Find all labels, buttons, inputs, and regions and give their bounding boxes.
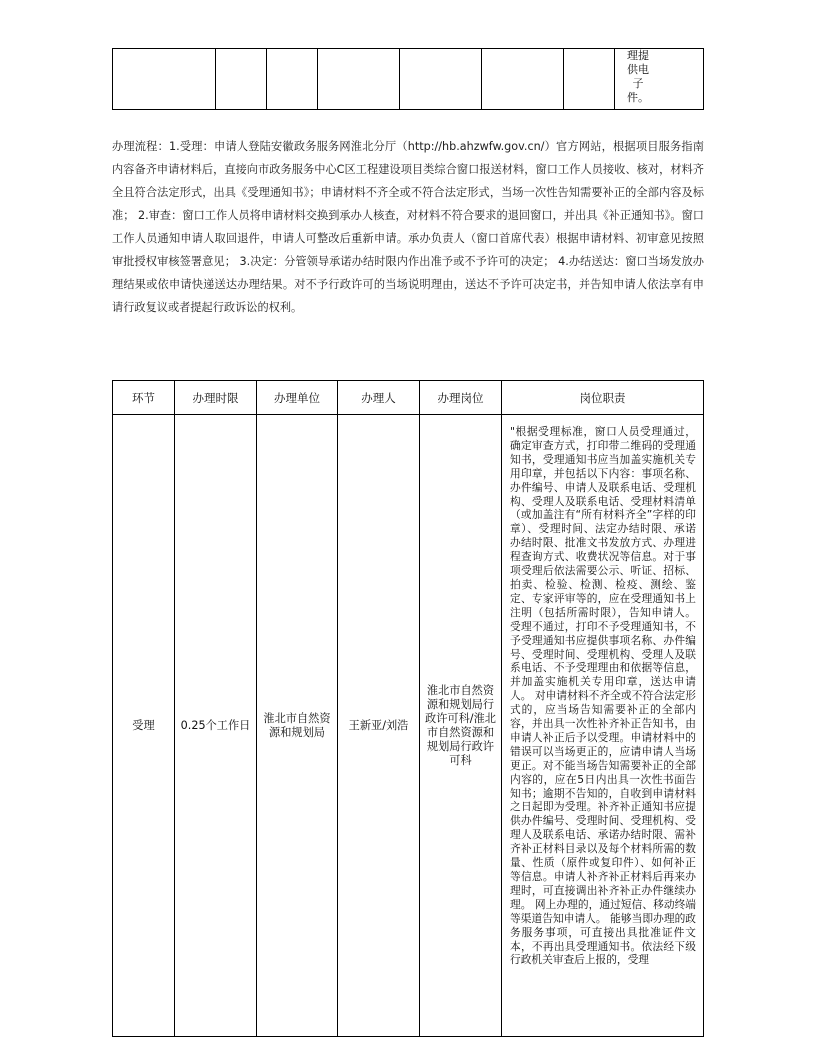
cell-post: 淮北市自然资源和规划局行政许可科/淮北市自然资源和规划局行政许可科 <box>420 415 502 1037</box>
cell-person: 王新亚/刘浩 <box>338 415 420 1037</box>
previous-table-fragment <box>112 48 704 110</box>
cell-step: 受理 <box>113 415 175 1037</box>
cell-time-limit: 0.25个工作日 <box>175 415 257 1037</box>
table-row <box>113 415 704 1037</box>
header-duty: 岗位职责 <box>502 381 704 415</box>
table-header-row <box>113 381 704 415</box>
header-unit: 办理单位 <box>257 381 338 415</box>
empty-cell <box>113 49 216 110</box>
last-cell-text: 理提供电子件。 <box>627 49 649 104</box>
header-person: 办理人 <box>338 381 420 415</box>
empty-cell <box>400 49 482 110</box>
cell-unit: 淮北市自然资源和规划局 <box>257 415 338 1037</box>
empty-cell <box>564 49 615 110</box>
process-description: 办理流程：1.受理：申请人登陆安徽政务服务网淮北分厅（http://hb.ahzwfw.gov.cn/）官方网站，根据项目服务指南内容备齐申请材料后，直接向市政务服务中心C区工程建设项目类综合窗口报送材料，窗口工作人员接收、核对，材料齐全且符合法定形式，出具《受理通知书》；申请材料不齐全或不符合法定形式，当场一次性告知需要补正的全部内容及标准； 2.审查：窗口工作人员将申请材料交换到承办人核查，对材料不符合要求的退回窗口，并出具《补正通知书》。窗口工作人员通知申请人取回退件，申请人可整改后重新申请。承办负责人（窗口首席代表）根据申请材料、初审意见按照审批授权审核签署意见； 3.决定：分管领导承诺办结时限内作出准予或不予许可的决定； 4.办结送达：窗口当场发放办理结果或依申请快递送达办理结果。对不予行政许可的当场说明理由，送达不予许可决定书，并告知申请人依法享有申请行政复议或者提起行政诉讼的权利。 <box>112 140 704 314</box>
duty-table <box>112 380 704 1037</box>
empty-cell <box>482 49 564 110</box>
last-column-cell <box>615 49 704 110</box>
empty-cell <box>267 49 318 110</box>
header-post: 办理岗位 <box>420 381 502 415</box>
header-time-limit: 办理时限 <box>175 381 257 415</box>
cell-duty: "根据受理标准，窗口人员受理通过，确定审查方式，打印带二维码的受理通知书，受理通知书应当加盖实施机关专用印章，并包括以下内容：事项名称、办件编号、申请人及联系电话、受理机构、受理人及联系电话、受理材料清单（或加盖注有“所有材料齐全”字样的印章）、受理时间、法定办结时限、承诺办结时限、批准文书发放方式、办理进程查询方式、收费状况等信息。对于事项受理后依法需要公示、听证、招标、拍卖、检验、检测、检疫、测绘、鉴定、专家评审等的，应在受理通知书上注明（包括所需时限），告知申请人。 受理不通过，打印不予受理通知书，不予受理通知书应提供事项名称、办件编号、受理时间、受理机构、受理人及联系电话、不予受理理由和依据等信息，并加盖实施机关专用印章，送达申请人。 对申请材料不齐全或不符合法定形式的，应当场告知需要补正的全部内容，并出具一次性补齐补正告知书，由申请人补正后予以受理。申请材料中的错误可以当场更正的，应请申请人当场更正。对不能当场告知需要补正的全部内容的，应在5日内出具一次性书面告知书；逾期不告知的，自收到申请材料之日起即为受理。补齐补正通知书应提供办件编号、受理时间、受理机构、受理人及联系电话、承诺办结时限、需补齐补正材料目录以及每个材料所需的数量、性质（原件或复印件）、如何补正等信息。申请人补齐补正材料后再来办理时，可直接调出补齐补正办件继续办理。 网上办理的，通过短信、移动终端等渠道告知申请人。 能够当即办理的政务服务事项，可直接出具批准证件文本，不再出具受理通知书。依法经下级行政机关审查后上报的，受理 <box>502 415 704 1037</box>
empty-cell <box>216 49 267 110</box>
header-step: 环节 <box>113 381 175 415</box>
empty-cell <box>318 49 400 110</box>
